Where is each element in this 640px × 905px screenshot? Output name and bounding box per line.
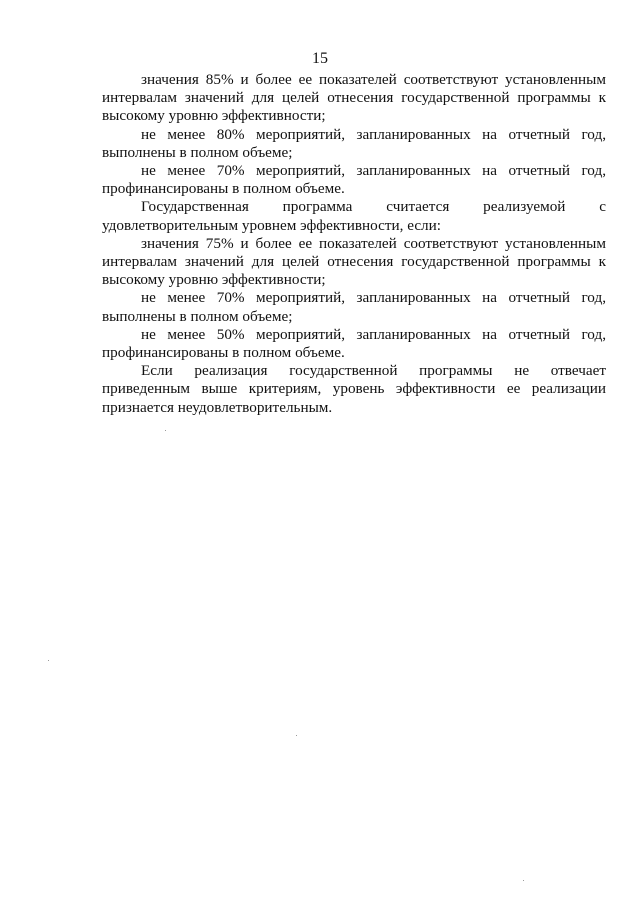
paragraph: не менее 50% мероприятий, запланированных на отчетный год, профинансированы в полном объеме. bbox=[102, 325, 606, 362]
paragraph: не менее 70% мероприятий, запланированных на отчетный год, профинансированы в полном объеме. bbox=[102, 162, 606, 198]
document-body bbox=[102, 71, 606, 417]
scan-speck bbox=[48, 660, 49, 661]
paragraph: значения 75% и более ее показателей соответствуют установленным интервалам значений для целей отнесения государственной программы к высокому уровню эффективности; bbox=[102, 234, 606, 289]
paragraph: значения 85% и более ее показателей соответствуют установленным интервалам значений для целей отнесения государственной программы к высокому уровню эффективности; bbox=[102, 71, 606, 125]
paragraph: Если реализация государственной программы не отвечает приведенным выше критериям, уровень эффективности ее реализации признается неудовлетворительным. bbox=[102, 362, 606, 416]
scan-speck bbox=[165, 430, 166, 431]
scan-speck bbox=[523, 880, 524, 881]
paragraph: не менее 80% мероприятий, запланированных на отчетный год, выполнены в полном объеме; bbox=[102, 125, 606, 161]
paragraph: не менее 70% мероприятий, запланированных на отчетный год, выполнены в полном объеме; bbox=[102, 289, 606, 325]
page-number: 15 bbox=[312, 50, 328, 67]
scan-speck bbox=[296, 735, 297, 736]
paragraph: Государственная программа считается реализуемой с удовлетворительным уровнем эффективности, если: bbox=[102, 198, 606, 234]
